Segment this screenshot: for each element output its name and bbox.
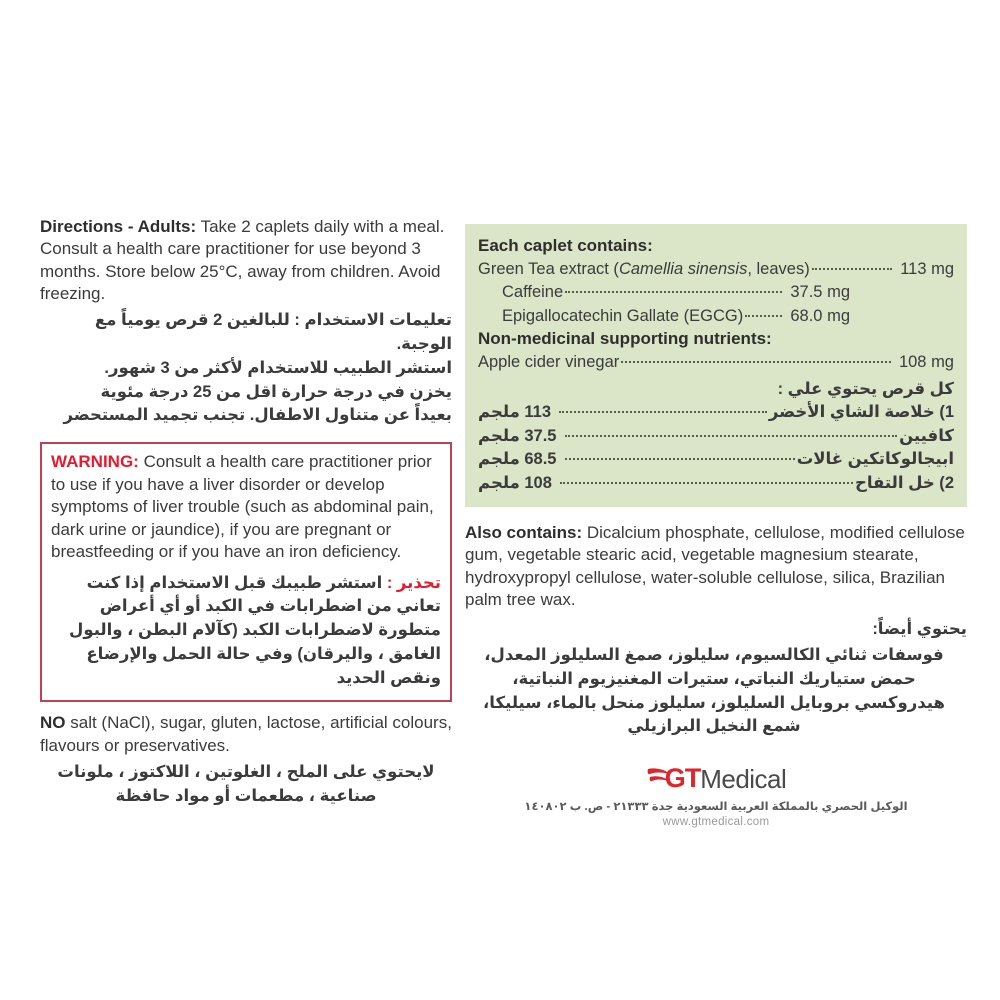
ingredient-row [478, 258, 954, 281]
ingredient-value: 68.5 ملجم [478, 450, 557, 469]
ingredient-row-arabic [478, 472, 954, 495]
ingredient-value: 113 ملجم [478, 403, 551, 422]
dot-leader [565, 458, 795, 460]
ingredient-name-prefix: Green Tea extract ( [478, 259, 619, 278]
ingredient-name: 2) خل التفاح [854, 473, 954, 492]
directions-arabic-line: استشر الطبيب للاستخدام لأكثر من 3 شهور. [104, 358, 452, 377]
panel-subheading: Non-medicinal supporting nutrients: [478, 329, 772, 349]
ingredient-name: Epigallocatechin Gallate (EGCG) [502, 306, 744, 325]
ingredient-value: 113 mg [900, 259, 954, 278]
ingredient-row-arabic [478, 425, 954, 448]
dot-leader [565, 435, 898, 437]
dot-leader [559, 411, 767, 413]
ingredient-row-arabic [478, 401, 954, 424]
also-contains-heading: Also contains: [465, 523, 583, 542]
ingredient-row [478, 305, 850, 328]
gt-medical-logo [646, 763, 787, 795]
ingredient-name: Caffeine [502, 283, 564, 302]
directions-heading: Directions - Adults: [40, 217, 197, 236]
brand-block [465, 765, 967, 828]
ingredient-name: كافيين [899, 426, 954, 445]
directions-arabic-line: بعيداً عن متناول الاطفال. تجنب تجميد المستحضر [63, 406, 452, 425]
logo-medical-text: Medical [700, 764, 787, 795]
flame-swoosh-icon [646, 768, 672, 792]
ingredient-name: Apple cider vinegar [478, 353, 620, 372]
left-column [40, 216, 452, 809]
distributor-line-arabic: الوكيل الحصري بالمملكة العربية السعودية جدة ٢١٣٣٣ - ص. ب ١٤٠٨٠٢ [524, 801, 908, 814]
directions-arabic-line: يخزن في درجة حرارة اقل من 25 درجة مئوية [100, 382, 452, 401]
ingredient-name: 1) خلاصة الشاي الأخضر [768, 403, 954, 422]
ingredient-value: 37.5 mg [790, 283, 850, 302]
free-from-heading: NO [40, 713, 66, 733]
warning-arabic [51, 572, 441, 692]
ingredient-row-arabic [478, 448, 954, 471]
free-from-arabic: لايحتوي على الملح ، الغلوتين ، اللاكتوز ، ملونات صناعية ، مطعمات أو مواد حافظة [57, 763, 435, 805]
ingredient-row [478, 351, 954, 374]
website-text: www.gtmedical.com [662, 816, 770, 829]
directions-paragraph [40, 216, 452, 306]
also-contains-arabic-body: فوسفات ثنائي الكالسيوم، سليلوز، صمغ السليلوز المعدل، حمض ستياريك النباتي، ستيرات المغنيزيوم النباتية، هيدروكسي بروبايل السليلوز، سليلوز منحل بالماء، سيليكا، شمع النخيل البرازيلي [483, 645, 945, 736]
warning-paragraph [51, 451, 441, 563]
ingredient-name: ابيجالوكاتكين غالات [796, 450, 954, 469]
dot-leader [565, 291, 782, 293]
dot-leader [812, 268, 893, 270]
warning-body: Consult a health care practitioner prior to use if you have a liver disorder or develop symptoms of liver trouble (such as abdominal pain, dark urine or jaundice), if you are pregnant or breastfeeding or if you have an iron deficiency. [51, 452, 434, 562]
warning-heading: WARNING: [51, 452, 139, 472]
also-contains-body: Dicalcium phosphate, cellulose, modified cellulose gum, vegetable stearic acid, vegetable magnesium stearate, hydroxypropyl cellulose, water-soluble cellulose, silica, Brazilian palm tree wax. [465, 523, 965, 610]
warning-arabic-body: استشر طبيبك قبل الاستخدام إذا كنت تعاني من اضطرابات في الكبد أو أي أعراض متطورة لاضطرابات الكبد (كآلام البطن ، والبول الغامق ، واليرقان) وفي حالة الحمل والإرضاع ونقص الحديد [69, 573, 441, 688]
panel-heading-arabic: كل قرص يحتوي علي : [777, 379, 954, 398]
ingredient-value: 108 mg [898, 353, 954, 372]
ingredient-species: Camellia sinensis [618, 259, 748, 278]
right-column [465, 224, 967, 828]
directions-arabic [40, 309, 452, 429]
ingredient-value: 68.0 mg [790, 306, 850, 325]
ingredient-value: 37.5 ملجم [478, 426, 557, 445]
panel-heading: Each caplet contains: [478, 236, 653, 255]
warning-arabic-heading: تحذير : [386, 573, 441, 592]
free-from-paragraph [40, 712, 452, 757]
ingredient-row [478, 281, 850, 304]
ingredient-name-suffix: , leaves) [747, 259, 810, 278]
dot-leader [745, 315, 782, 317]
also-contains-arabic-heading: يحتوي أيضاً: [872, 619, 967, 638]
directions-body: Take 2 caplets daily with a meal. Consult a health care practitioner for use beyond 3 months. Store below 25°C, away from children. Avoid freezing. [40, 217, 445, 304]
dot-leader [560, 482, 853, 484]
also-contains-paragraph [465, 522, 967, 612]
dot-leader [621, 361, 891, 363]
warning-box [40, 442, 452, 702]
directions-arabic-line: تعليمات الاستخدام : للبالغين 2 قرص يومياً مع الوجبة. [94, 310, 452, 353]
ingredient-name [478, 258, 810, 281]
ingredients-panel [465, 224, 967, 507]
logo-gt-text: GT [664, 763, 701, 794]
ingredient-value: 108 ملجم [478, 473, 552, 492]
free-from-body: salt (NaCl), sugar, gluten, lactose, artificial colours, flavours or preservatives. [40, 713, 452, 755]
